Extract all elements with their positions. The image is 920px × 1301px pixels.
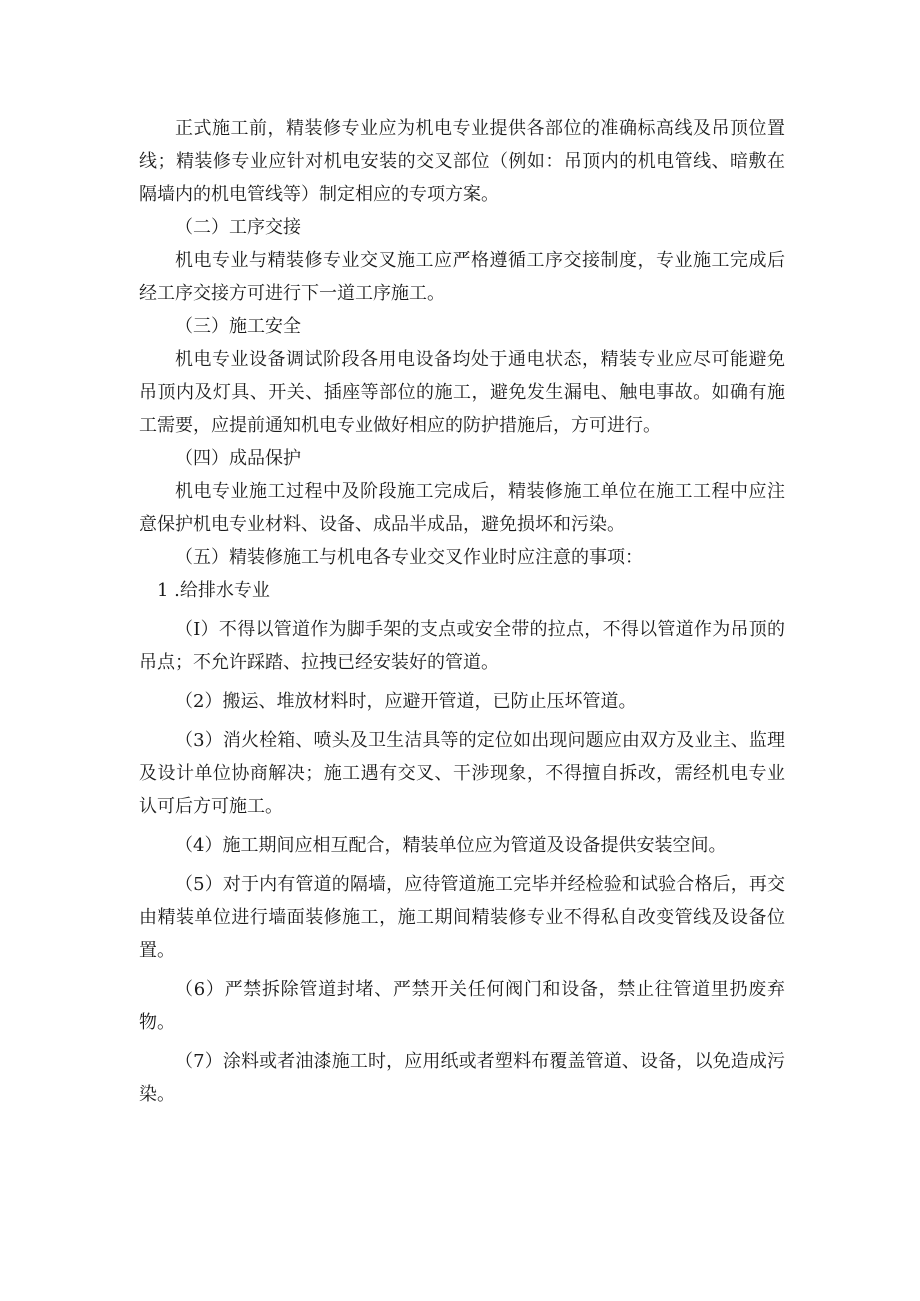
item-6: （6）严禁拆除管道封堵、严禁开关任何阀门和设备，禁止往管道里扔废弃物。 (139, 979, 785, 1033)
heading-construction-safety: （三）施工安全 (175, 316, 301, 337)
document-body (139, 112, 785, 1111)
item-4: （4）施工期间应相互配合，精装单位应为管道及设备提供安装空间。 (175, 835, 727, 856)
heading-water-supply: 1 .给排水专业 (157, 580, 270, 601)
paragraph-product-protection: 机电专业施工过程中及阶段施工完成后，精装修施工单位在施工工程中应注意保护机电专业材料、设备、成品半成品，避免损坏和污染。 (139, 481, 785, 535)
paragraph-process-handover: 机电专业与精装修专业交叉施工应严格遵循工序交接制度，专业施工完成后经工序交接方可进行下一道工序施工。 (139, 250, 785, 304)
item-1: （I）不得以管道作为脚手架的支点或安全带的拉点，不得以管道作为吊顶的吊点；不允许踩踏、拉拽已经安装好的管道。 (139, 619, 785, 673)
heading-product-protection: （四）成品保护 (175, 448, 301, 469)
heading-cross-work-notes: （五）精装修施工与机电各专业交叉作业时应注意的事项： (175, 547, 643, 568)
item-7: （7）涂料或者油漆施工时，应用纸或者塑料布覆盖管道、设备，以免造成污染。 (139, 1051, 785, 1105)
paragraph-preparation: 正式施工前，精装修专业应为机电专业提供各部位的准确标高线及吊顶位置线；精装修专业应针对机电安装的交叉部位（例如：吊顶内的机电管线、暗敷在隔墙内的机电管线等）制定相应的专项方案。 (139, 118, 785, 205)
item-2: （2）搬运、堆放材料时，应避开管道，已防止压坏管道。 (175, 691, 637, 712)
paragraph-construction-safety: 机电专业设备调试阶段各用电设备均处于通电状态，精装专业应尽可能避免吊顶内及灯具、开关、插座等部位的施工，避免发生漏电、触电事故。如确有施工需要，应提前通知机电专业做好相应的防护措施后，方可进行。 (139, 349, 785, 436)
item-5: （5）对于内有管道的隔墙，应待管道施工完毕并经检验和试验合格后，再交由精装单位进行墙面装修施工，施工期间精装修专业不得私自改变管线及设备位置。 (139, 874, 785, 961)
item-3: （3）消火栓箱、喷头及卫生洁具等的定位如出现问题应由双方及业主、监理及设计单位协商解决；施工遇有交叉、干涉现象，不得擅自拆改，需经机电专业认可后方可施工。 (139, 730, 785, 817)
heading-process-handover: （二）工序交接 (175, 217, 301, 238)
